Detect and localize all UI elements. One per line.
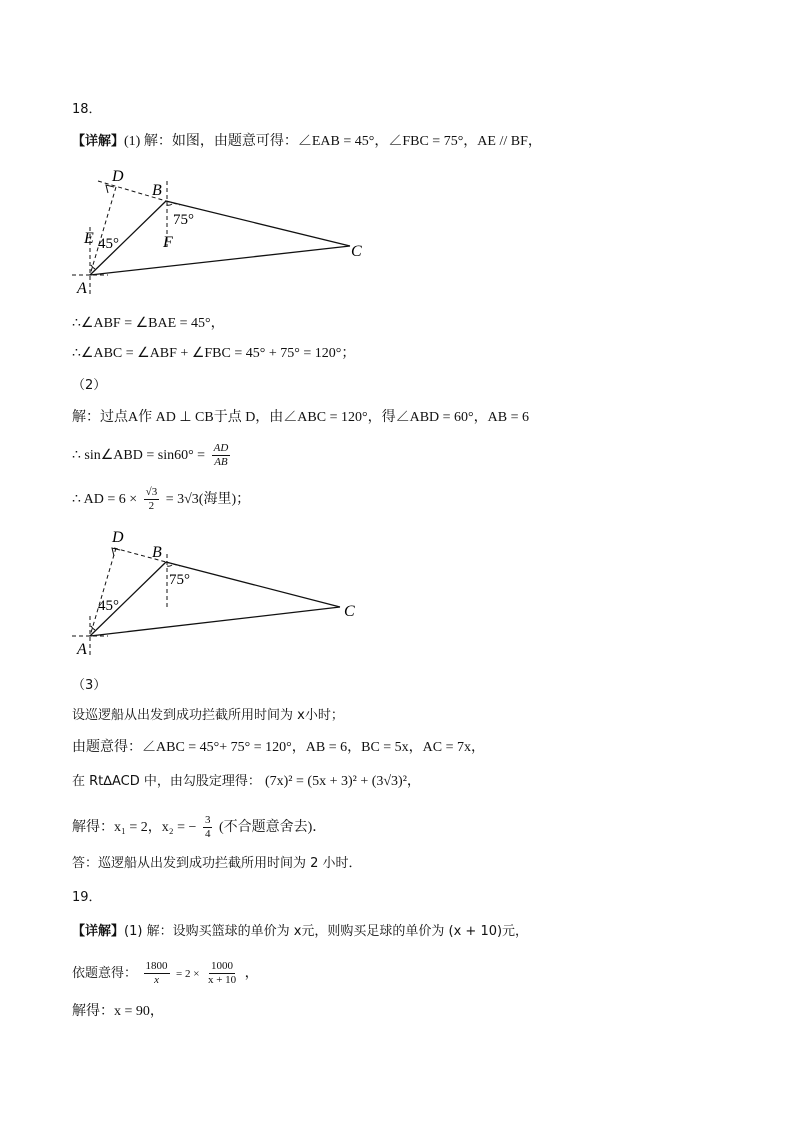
- equation-intro: 依题意得：: [72, 966, 138, 981]
- q18-part3-text: 设巡逻船从出发到成功拦截所用时间为 x小时；: [72, 708, 344, 723]
- q18-sin-line: [72, 436, 233, 476]
- fig1-label-c: C: [351, 243, 362, 260]
- sin-fraction: [212, 442, 231, 469]
- q18-part2-label: （2）: [72, 378, 107, 393]
- fraction-1-numerator: 1800: [145, 960, 168, 973]
- fig1-label-e: E: [84, 230, 94, 247]
- q18-part1-text: (1) 解：如图，由题意可得：∠EAB = 45°，∠FBC = 75°，AE // BF，: [124, 134, 542, 149]
- q18-part3-step3: [72, 808, 326, 848]
- sin-left: ∴ sin∠ABD = sin60° =: [72, 448, 206, 463]
- q18-part3-label: （3）: [72, 678, 107, 693]
- ad-numerator: √3: [145, 486, 158, 499]
- equation-fraction-2: [206, 960, 238, 987]
- pythagoras-intro: 在 Rt∆ACD 中，由勾股定理得：: [72, 774, 261, 789]
- solution-left: 解得：x₁ = 2，x₂ = −: [72, 820, 197, 835]
- detail-label: 【详解】: [72, 134, 125, 149]
- ad-denominator: 2: [148, 500, 155, 513]
- solution-fraction: [203, 814, 213, 841]
- fig1-angle-75: 75°: [173, 212, 194, 228]
- fig1-label-d: D: [112, 168, 124, 185]
- fraction-1-denominator: x: [154, 974, 159, 987]
- solution-right: (不合题意舍去)．: [218, 820, 327, 835]
- q18-part2-text: 解：过点A作 AD ⊥ CB于点 D，由∠ABC = 120°，得∠ABD = 60°，AB = 6: [72, 410, 529, 425]
- fig2-label-b: B: [152, 544, 162, 561]
- question-18-number: 18．: [72, 102, 102, 117]
- q19-equation-line: [72, 954, 259, 994]
- fig1-label-a: A: [77, 280, 87, 297]
- figure-2-triangle: [68, 526, 378, 661]
- fraction-2-denominator: x + 10: [207, 974, 237, 987]
- sin-numerator: AD: [213, 442, 229, 455]
- question-19-number: 19．: [72, 890, 102, 905]
- equation-fraction-1: [144, 960, 170, 987]
- q19-part1-line: [72, 922, 528, 942]
- solution-numerator: 3: [204, 814, 211, 827]
- q18-step-2: ∴∠ABC = ∠ABF + ∠FBC = 45° + 75° = 120°；: [72, 346, 356, 361]
- fig2-angle-75: 75°: [169, 572, 190, 588]
- ad-right: = 3√3(海里)；: [165, 492, 251, 507]
- pythagoras-equation: (7x)² = (5x + 3)² + (3√3)²，: [264, 774, 421, 789]
- fig2-angle-45: 45°: [98, 598, 119, 614]
- equation-middle: = 2 ×: [176, 968, 200, 980]
- fig1-label-b: B: [152, 182, 162, 199]
- q18-step-1: ∴∠ABF = ∠BAE = 45°，: [72, 316, 225, 331]
- figure-1-triangle: [68, 165, 378, 300]
- q18-part3-step1: 由题意得：∠ABC = 45°+ 75° = 120°，AB = 6，BC = 5x，AC = 7x，: [72, 740, 486, 755]
- q19-solution: 解得：x = 90，: [72, 1004, 164, 1019]
- q19-part1-text: (1) 解：设购买篮球的单价为 x元，则购买足球的单价为 (x + 10)元，: [124, 924, 529, 939]
- q18-part1-line: [72, 132, 542, 152]
- fig1-angle-45: 45°: [98, 236, 119, 252]
- fraction-2-numerator: 1000: [211, 960, 234, 973]
- q18-part3-step2: [72, 772, 421, 792]
- ad-fraction: [144, 486, 160, 513]
- equation-end: ，: [244, 966, 259, 981]
- detail-label: 【详解】: [72, 924, 125, 939]
- q18-ad-line: [72, 480, 250, 520]
- solution-denominator: 4: [204, 828, 211, 841]
- fig2-label-a: A: [77, 641, 87, 658]
- ad-left: ∴ AD = 6 ×: [72, 492, 138, 507]
- fig2-label-d: D: [112, 529, 124, 546]
- sin-denominator: AB: [214, 456, 228, 469]
- fig2-label-c: C: [344, 603, 355, 620]
- fig1-label-f: F: [163, 234, 173, 251]
- q18-answer: 答：巡逻船从出发到成功拦截所用时间为 2 小时．: [72, 856, 362, 871]
